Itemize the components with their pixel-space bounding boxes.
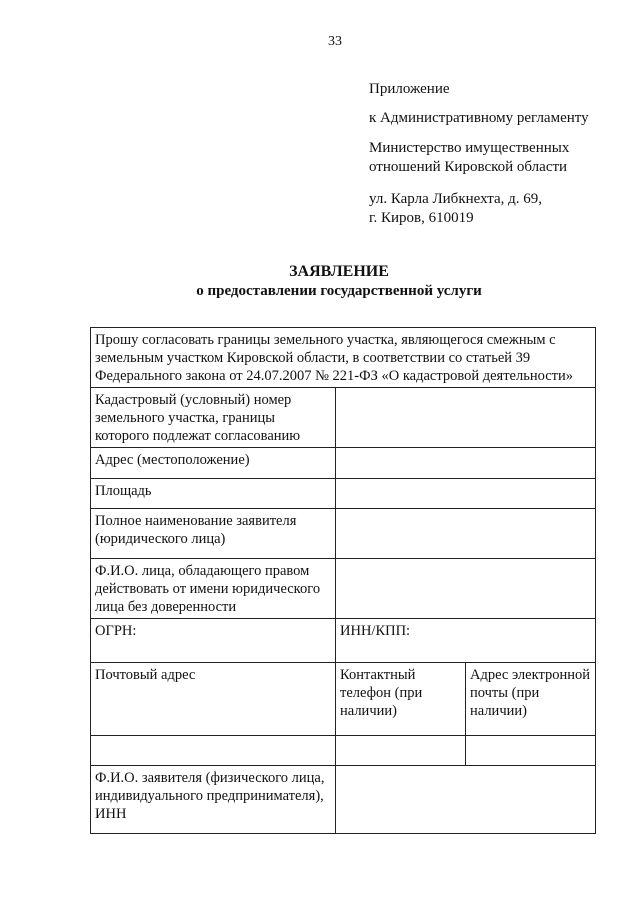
annex-block — [369, 80, 629, 228]
form-row-cadastral — [91, 388, 596, 448]
form-row-contact-headers — [91, 663, 596, 736]
document-title: ЗАЯВЛЕНИЕ — [289, 263, 389, 280]
ogrn-field[interactable]: ОГРН: — [91, 619, 336, 663]
email-field[interactable] — [466, 736, 596, 766]
annex-address-line1: ул. Карла Либкнехта, д. 69, — [369, 191, 542, 207]
form-row-org-name — [91, 509, 596, 559]
form-row-address — [91, 448, 596, 479]
email-label: Адрес электронной почты (при наличии) — [466, 663, 596, 736]
form-row-area — [91, 479, 596, 509]
inn-kpp-field[interactable]: ИНН/КПП: — [336, 619, 596, 663]
org-name-field[interactable] — [336, 509, 596, 559]
application-form-table — [90, 327, 596, 834]
authorized-person-field[interactable] — [336, 559, 596, 619]
postal-address-label: Почтовый адрес — [91, 663, 336, 736]
document-subtitle: о предоставлении государственной услуги — [196, 283, 482, 299]
form-row-individual — [91, 766, 596, 834]
address-field[interactable] — [336, 448, 596, 479]
annex-ministry-line2: отношений Кировской области — [369, 159, 568, 175]
area-field[interactable] — [336, 479, 596, 509]
form-row-authorized-person — [91, 559, 596, 619]
cadastral-field[interactable] — [336, 388, 596, 448]
annex-title: Приложение — [369, 81, 450, 97]
phone-label: Контактный телефон (при наличии) — [336, 663, 466, 736]
intro-text: Прошу согласовать границы земельного участка, являющегося смежным с земельным участком Кировской области, в соответствии со статьей 39 Федерального закона от 24.07.2007 № 221-ФЗ «О кадастровой деятельности» — [91, 328, 596, 388]
annex-address-line2: г. Киров, 610019 — [369, 210, 474, 226]
cadastral-label: Кадастровый (условный) номер земельного участка, границы которого подлежат согласованию — [91, 388, 336, 448]
authorized-person-label: Ф.И.О. лица, обладающего правом действовать от имени юридического лица без доверенности — [91, 559, 336, 619]
area-label: Площадь — [91, 479, 336, 509]
page-number: 33 — [328, 34, 342, 49]
postal-address-field[interactable] — [91, 736, 336, 766]
individual-label: Ф.И.О. заявителя (физического лица, индивидуального предпринимателя), ИНН — [91, 766, 336, 834]
address-label: Адрес (местоположение) — [91, 448, 336, 479]
org-name-label: Полное наименование заявителя (юридического лица) — [91, 509, 336, 559]
individual-field[interactable] — [336, 766, 596, 834]
form-row-contact-values — [91, 736, 596, 766]
phone-field[interactable] — [336, 736, 466, 766]
form-row-intro — [91, 328, 596, 388]
annex-ministry-line1: Министерство имущественных — [369, 140, 570, 156]
form-row-ogrn — [91, 619, 596, 663]
annex-regulation: к Административному регламенту — [369, 110, 589, 126]
